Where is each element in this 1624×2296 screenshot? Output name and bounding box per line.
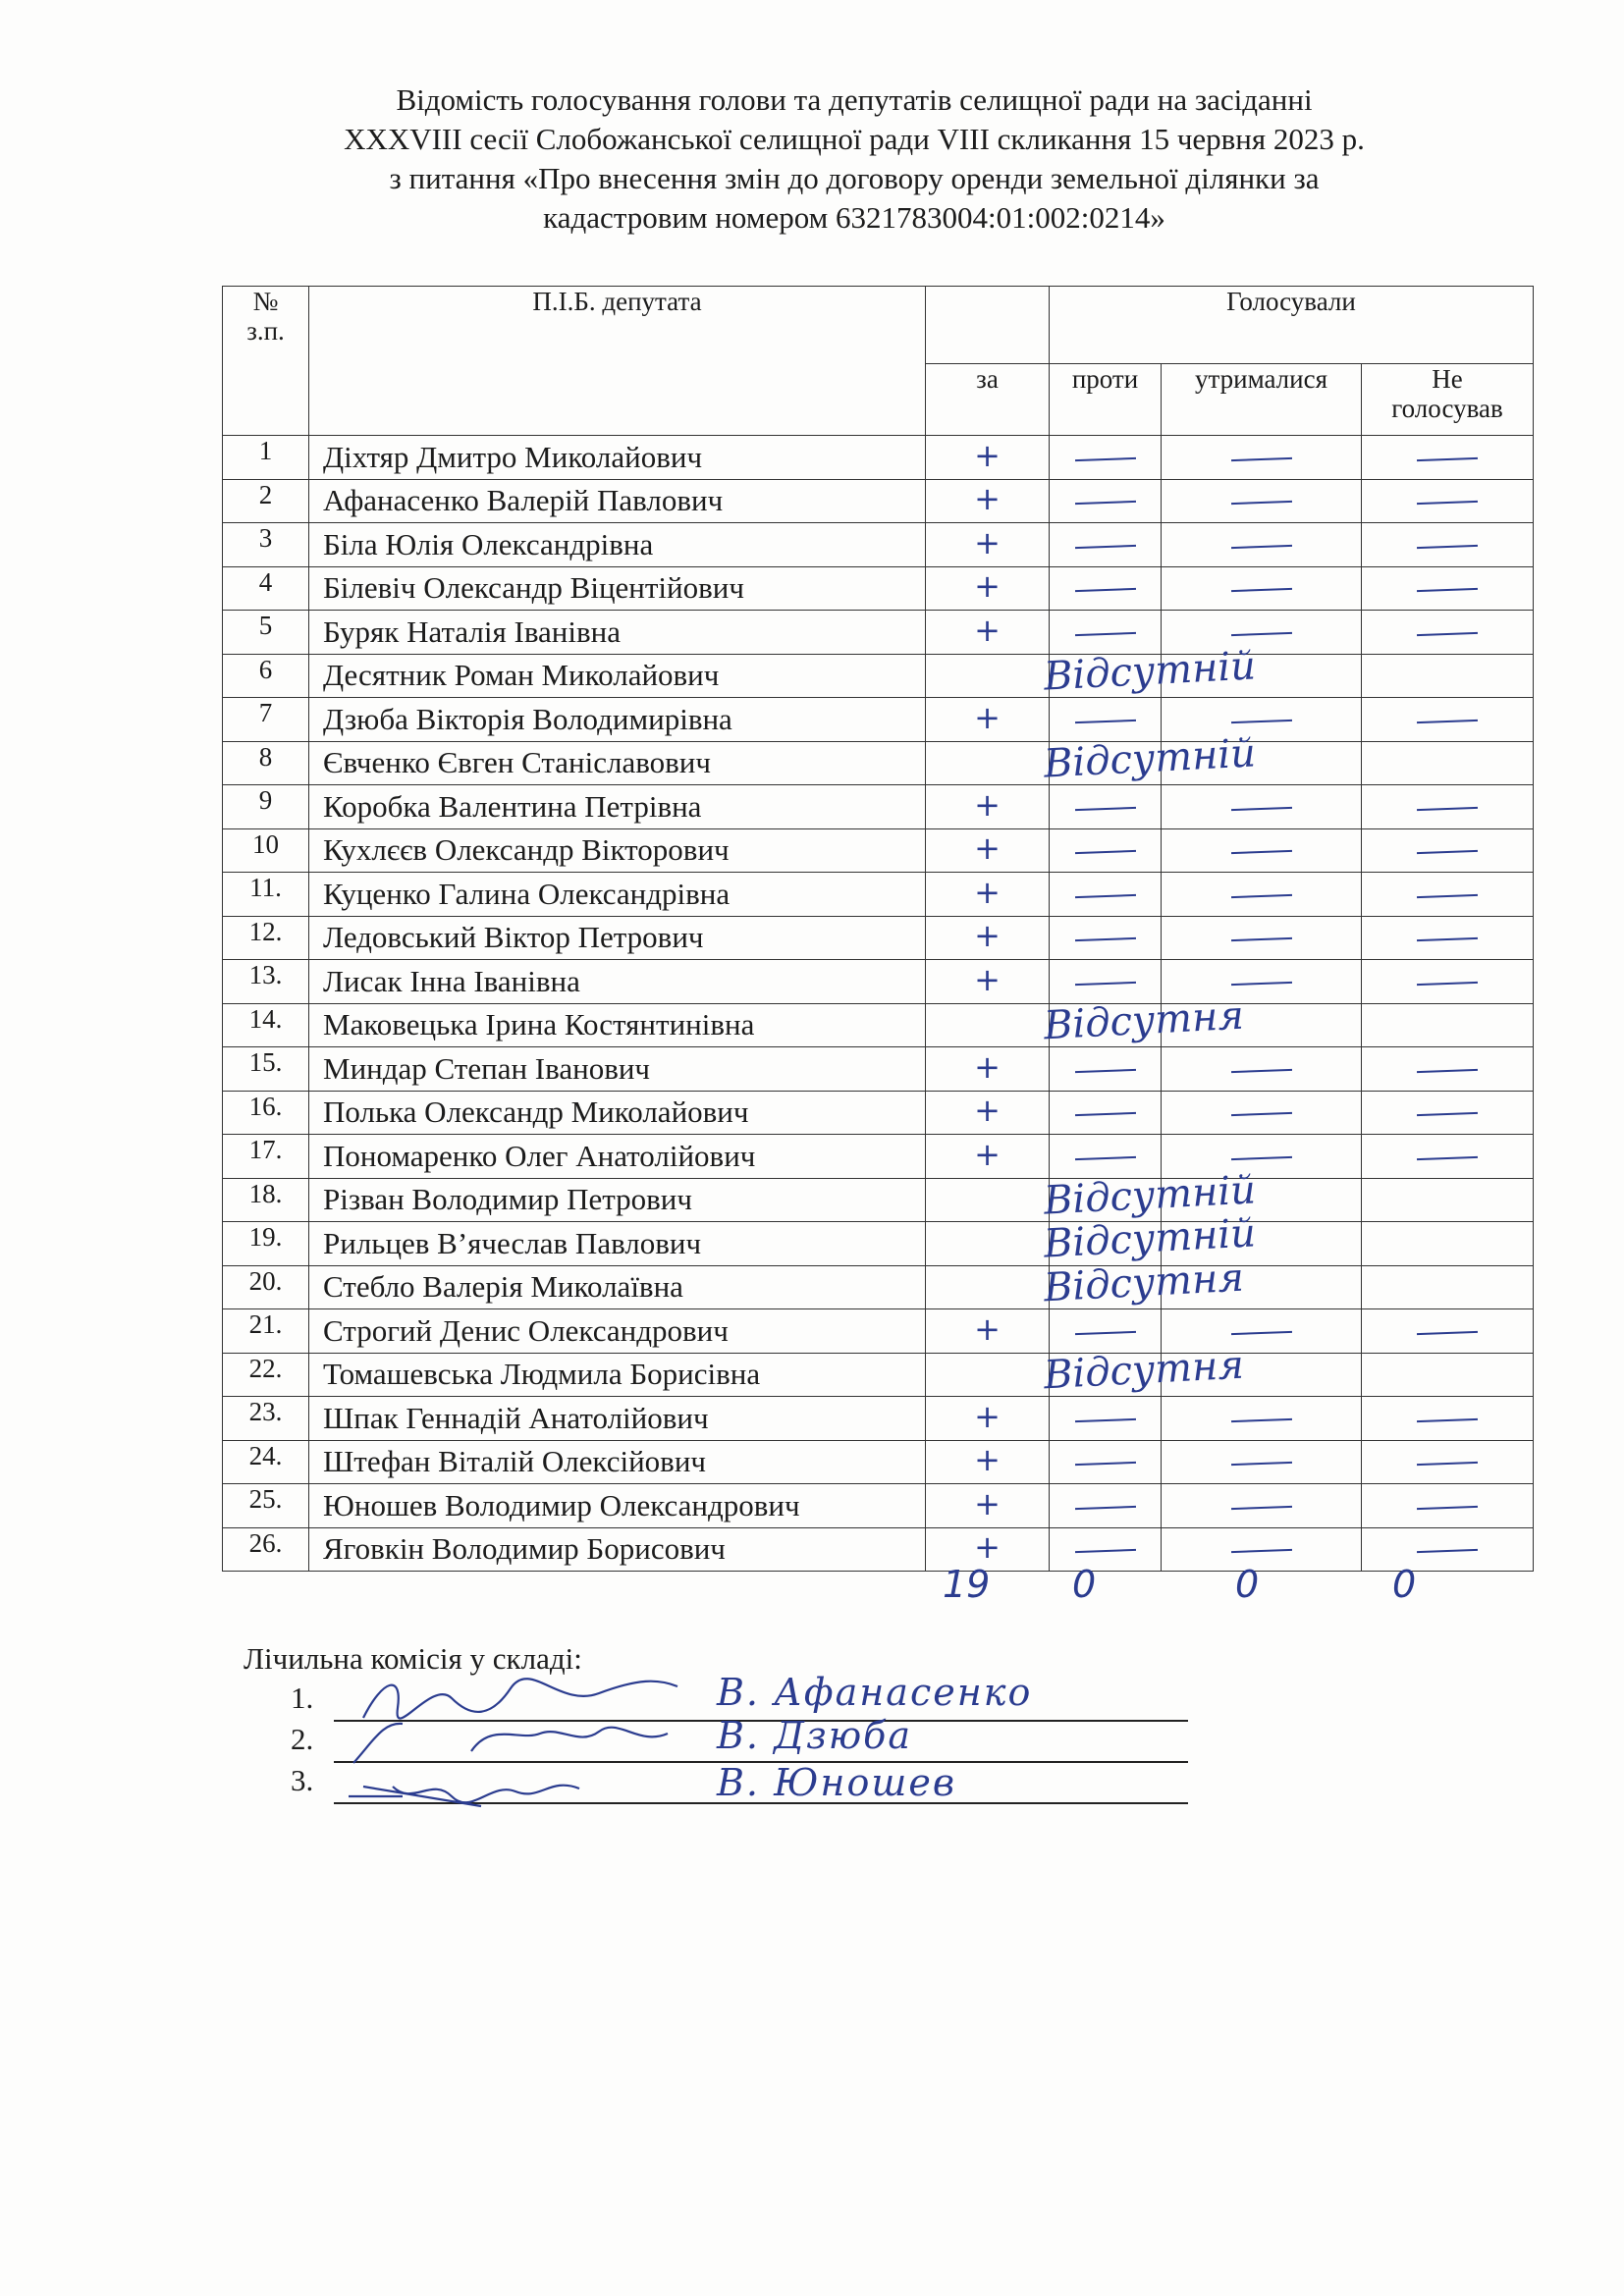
total-for: 19 <box>943 1563 991 1606</box>
deputy-name: Стебло Валерія Миколаївна <box>309 1265 926 1309</box>
table-row <box>223 611 1534 655</box>
row-number: 5 <box>223 611 309 655</box>
vote-abstained-cell <box>1162 828 1362 873</box>
vote-against-cell <box>1050 479 1162 523</box>
table-row <box>223 436 1534 480</box>
plus-mark: + <box>974 1484 1001 1522</box>
plus-mark: + <box>974 523 1001 561</box>
table-row <box>223 1527 1534 1572</box>
header-name: П.І.Б. депутата <box>309 287 926 436</box>
dash-mark <box>1417 1156 1478 1160</box>
deputy-name: Діхтяр Дмитро Миколайович <box>309 436 926 480</box>
table-row <box>223 960 1534 1004</box>
dash-mark <box>1417 457 1478 461</box>
table-row <box>223 1135 1534 1179</box>
vote-not-voted-cell <box>1362 1353 1534 1397</box>
absent-note: Відсутній <box>1042 642 1258 700</box>
deputy-name: Маковецька Ірина Костянтинівна <box>309 1003 926 1047</box>
vote-not-voted-cell <box>1362 1003 1534 1047</box>
vote-not-voted-cell <box>1362 785 1534 829</box>
row-number: 3 <box>223 523 309 567</box>
row-number: 20. <box>223 1265 309 1309</box>
vote-against-cell <box>1050 698 1162 742</box>
vote-abstained-cell <box>1162 1047 1362 1092</box>
dash-mark <box>1230 545 1291 549</box>
plus-mark: + <box>974 567 1001 606</box>
vote-not-voted-cell <box>1362 523 1534 567</box>
dash-mark <box>1230 1156 1291 1160</box>
deputy-name: Біла Юлія Олександрівна <box>309 523 926 567</box>
dash-mark <box>1417 632 1478 636</box>
dash-mark <box>1074 937 1135 941</box>
table-row <box>223 1222 1534 1266</box>
table-row <box>223 698 1534 742</box>
table-row <box>223 1003 1534 1047</box>
row-number: 16. <box>223 1091 309 1135</box>
dash-mark <box>1074 545 1135 549</box>
dash-mark <box>1417 1331 1478 1335</box>
vote-against-cell <box>1050 611 1162 655</box>
dash-mark <box>1230 1069 1291 1073</box>
vote-against-cell <box>1050 1091 1162 1135</box>
dash-mark <box>1417 937 1478 941</box>
deputy-name: Лисак Інна Іванівна <box>309 960 926 1004</box>
table-row <box>223 1397 1534 1441</box>
header-abstained: утрималися <box>1162 364 1362 436</box>
deputy-name: Яговкін Володимир Борисович <box>309 1527 926 1572</box>
table-row <box>223 785 1534 829</box>
vote-abstained-cell <box>1162 873 1362 917</box>
vote-against-cell <box>1050 1309 1162 1354</box>
vote-against-cell <box>1050 1440 1162 1484</box>
dash-mark <box>1074 501 1135 505</box>
member-name: В. Юношев <box>717 1761 956 1804</box>
table-row <box>223 828 1534 873</box>
vote-for-cell <box>926 873 1050 917</box>
vote-for-cell <box>926 785 1050 829</box>
table-row <box>223 1265 1534 1309</box>
vote-abstained-cell <box>1162 1091 1362 1135</box>
deputy-name: Миндар Степан Іванович <box>309 1047 926 1092</box>
document-title <box>216 80 1492 238</box>
vote-not-voted-cell <box>1362 916 1534 960</box>
dash-mark <box>1417 850 1478 854</box>
dash-mark <box>1230 588 1291 592</box>
dash-mark <box>1230 937 1291 941</box>
row-number: 25. <box>223 1484 309 1528</box>
deputy-name: Білевіч Олександр Віцентійович <box>309 566 926 611</box>
deputy-name: Буряк Наталія Іванівна <box>309 611 926 655</box>
dash-mark <box>1074 720 1135 723</box>
vote-for-cell <box>926 1342 1245 1398</box>
vote-against-cell <box>1050 1003 1162 1047</box>
member-number: 2. <box>291 1722 314 1756</box>
plus-mark: + <box>974 829 1001 868</box>
row-number: 17. <box>223 1135 309 1179</box>
header-for: за <box>926 364 1050 436</box>
vote-for-cell <box>926 960 1050 1004</box>
vote-for-cell <box>926 828 1050 873</box>
vote-for-cell <box>926 1091 1050 1135</box>
dash-mark <box>1230 632 1291 636</box>
plus-mark: + <box>974 1441 1001 1479</box>
plus-mark: + <box>974 436 1001 474</box>
absent-note: Відсутня <box>1042 1255 1245 1310</box>
table-row <box>223 1091 1534 1135</box>
row-number: 12. <box>223 916 309 960</box>
vote-abstained-cell <box>1162 1527 1362 1572</box>
dash-mark <box>1417 1462 1478 1466</box>
vote-not-voted-cell <box>1362 1178 1534 1222</box>
deputy-name: Полька Олександр Миколайович <box>309 1091 926 1135</box>
row-number: 23. <box>223 1397 309 1441</box>
total-against: 0 <box>1072 1563 1097 1606</box>
dash-mark <box>1074 1156 1135 1160</box>
dash-mark <box>1074 850 1135 854</box>
member-name: В. Дзюба <box>717 1714 913 1757</box>
plus-mark: + <box>974 873 1001 911</box>
row-number: 19. <box>223 1222 309 1266</box>
table-row <box>223 1178 1534 1222</box>
plus-mark: + <box>974 611 1001 649</box>
dash-mark <box>1074 457 1135 461</box>
table-row <box>223 566 1534 611</box>
vote-against-cell <box>1050 741 1162 785</box>
row-number: 9 <box>223 785 309 829</box>
vote-for-cell <box>926 523 1050 567</box>
dash-mark <box>1417 720 1478 723</box>
vote-against-cell <box>1050 1397 1162 1441</box>
table-row <box>223 873 1534 917</box>
vote-against-cell <box>1050 960 1162 1004</box>
vote-against-cell <box>1050 1353 1162 1397</box>
plus-mark: + <box>974 917 1001 955</box>
dash-mark <box>1074 1331 1135 1335</box>
vote-abstained-cell <box>1162 785 1362 829</box>
absent-note: Відсутній <box>1042 729 1258 787</box>
vote-not-voted-cell <box>1362 1397 1534 1441</box>
table-row <box>223 479 1534 523</box>
vote-against-cell <box>1050 785 1162 829</box>
member-number: 1. <box>291 1681 314 1715</box>
vote-abstained-cell <box>1162 1484 1362 1528</box>
dash-mark <box>1074 894 1135 898</box>
dash-mark <box>1074 807 1135 811</box>
plus-mark: + <box>974 480 1001 518</box>
deputy-name: Шпак Геннадій Анатолійович <box>309 1397 926 1441</box>
plus-mark: + <box>974 1528 1001 1567</box>
header-number: № з.п. <box>223 287 309 436</box>
dash-mark <box>1074 588 1135 592</box>
deputy-name: Томашевська Людмила Борисівна <box>309 1353 926 1397</box>
total-not-voted: 0 <box>1392 1563 1417 1606</box>
vote-not-voted-cell <box>1362 1484 1534 1528</box>
vote-not-voted-cell <box>1362 1135 1534 1179</box>
row-number: 14. <box>223 1003 309 1047</box>
header-not-voted: Не голосував <box>1362 364 1534 436</box>
member-name: В. Афанасенко <box>717 1671 1033 1714</box>
row-number: 7 <box>223 698 309 742</box>
vote-not-voted-cell <box>1362 479 1534 523</box>
header-blank <box>926 287 1050 364</box>
dash-mark <box>1417 807 1478 811</box>
vote-against-cell <box>1050 654 1162 698</box>
vote-not-voted-cell <box>1362 698 1534 742</box>
vote-not-voted-cell <box>1362 873 1534 917</box>
row-number: 10 <box>223 828 309 873</box>
vote-abstained-cell <box>1162 1440 1362 1484</box>
dash-mark <box>1230 1549 1291 1553</box>
vote-against-cell <box>1050 1135 1162 1179</box>
plus-mark: + <box>974 1397 1001 1435</box>
table-row <box>223 654 1534 698</box>
dash-mark <box>1230 850 1291 854</box>
vote-for-cell <box>926 1255 1245 1310</box>
vote-not-voted-cell <box>1362 566 1534 611</box>
plus-mark: + <box>974 1135 1001 1173</box>
dash-mark <box>1074 1462 1135 1466</box>
dash-mark <box>1074 1506 1135 1510</box>
deputy-name: Ледовський Віктор Петрович <box>309 916 926 960</box>
row-number: 8 <box>223 741 309 785</box>
dash-mark <box>1417 545 1478 549</box>
deputy-name: Юношев Володимир Олександрович <box>309 1484 926 1528</box>
total-abstained: 0 <box>1235 1563 1260 1606</box>
table-row <box>223 916 1534 960</box>
vote-for-cell <box>926 642 1258 700</box>
vote-for-cell <box>926 1166 1258 1224</box>
vote-for-cell <box>926 916 1050 960</box>
vote-abstained-cell <box>1162 566 1362 611</box>
vote-against-cell <box>1050 1222 1162 1266</box>
vote-not-voted-cell <box>1362 436 1534 480</box>
row-number: 4 <box>223 566 309 611</box>
dash-mark <box>1230 457 1291 461</box>
vote-against-cell <box>1050 828 1162 873</box>
vote-against-cell <box>1050 873 1162 917</box>
table-row <box>223 1047 1534 1092</box>
vote-for-cell <box>926 479 1050 523</box>
plus-mark: + <box>974 1309 1001 1348</box>
dash-mark <box>1417 1506 1478 1510</box>
vote-not-voted-cell <box>1362 611 1534 655</box>
plus-mark: + <box>974 785 1001 824</box>
row-number: 1 <box>223 436 309 480</box>
vote-for-cell <box>926 992 1245 1048</box>
vote-for-cell <box>926 1440 1050 1484</box>
vote-not-voted-cell <box>1362 1265 1534 1309</box>
dash-mark <box>1230 1112 1291 1116</box>
deputy-name: Пономаренко Олег Анатолійович <box>309 1135 926 1179</box>
row-number: 2 <box>223 479 309 523</box>
vote-not-voted-cell <box>1362 654 1534 698</box>
deputy-name: Куценко Галина Олександрівна <box>309 873 926 917</box>
vote-against-cell <box>1050 1178 1162 1222</box>
vote-for-cell <box>926 566 1050 611</box>
vote-for-cell <box>926 729 1258 787</box>
vote-against-cell <box>1050 916 1162 960</box>
vote-for-cell <box>926 1309 1050 1354</box>
vote-against-cell <box>1050 566 1162 611</box>
deputy-name: Кухлєєв Олександр Вікторович <box>309 828 926 873</box>
dash-mark <box>1230 501 1291 505</box>
title-line-2: XXXVIII сесії Слобожанської селищної ради VIII скликання 15 червня 2023 р. <box>344 122 1365 156</box>
dash-mark <box>1230 1331 1291 1335</box>
dash-mark <box>1417 1069 1478 1073</box>
dash-mark <box>1417 1549 1478 1553</box>
vote-against-cell <box>1050 1484 1162 1528</box>
dash-mark <box>1417 1418 1478 1422</box>
deputy-name: Штефан Віталій Олексійович <box>309 1440 926 1484</box>
dash-mark <box>1230 894 1291 898</box>
vote-abstained-cell <box>1162 1397 1362 1441</box>
vote-not-voted-cell <box>1362 960 1534 1004</box>
signature-scribble <box>344 1757 697 1814</box>
vote-for-cell <box>926 1484 1050 1528</box>
row-number: 6 <box>223 654 309 698</box>
vote-not-voted-cell <box>1362 828 1534 873</box>
vote-for-cell <box>926 698 1050 742</box>
plus-mark: + <box>974 1092 1001 1130</box>
dash-mark <box>1417 982 1478 986</box>
table-row <box>223 1353 1534 1397</box>
table-row <box>223 523 1534 567</box>
dash-mark <box>1074 1112 1135 1116</box>
vote-not-voted-cell <box>1362 1527 1534 1572</box>
dash-mark <box>1230 1462 1291 1466</box>
table-row <box>223 1484 1534 1528</box>
row-number: 11. <box>223 873 309 917</box>
dash-mark <box>1417 501 1478 505</box>
absent-note: Відсутній <box>1042 1210 1258 1267</box>
row-number: 21. <box>223 1309 309 1354</box>
vote-not-voted-cell <box>1362 1440 1534 1484</box>
vote-for-cell <box>926 1047 1050 1092</box>
vote-against-cell <box>1050 1527 1162 1572</box>
deputy-name: Дзюба Вікторія Володимирівна <box>309 698 926 742</box>
plus-mark: + <box>974 698 1001 736</box>
vote-not-voted-cell <box>1362 1091 1534 1135</box>
dash-mark <box>1230 720 1291 723</box>
header-against: проти <box>1050 364 1162 436</box>
vote-for-cell <box>926 1397 1050 1441</box>
vote-against-cell <box>1050 1047 1162 1092</box>
vote-not-voted-cell <box>1362 1309 1534 1354</box>
member-number: 3. <box>291 1763 314 1797</box>
table-body <box>223 436 1534 1572</box>
deputy-name: Різван Володимир Петрович <box>309 1178 926 1222</box>
deputy-name: Рильцев В’ячеслав Павлович <box>309 1222 926 1266</box>
vote-abstained-cell <box>1162 436 1362 480</box>
row-number: 26. <box>223 1527 309 1572</box>
title-line-1: Відомість голосування голови та депутатів селищної ради на засіданні <box>396 82 1313 117</box>
vote-against-cell <box>1050 436 1162 480</box>
dash-mark <box>1074 1069 1135 1073</box>
absent-note: Відсутній <box>1042 1166 1258 1224</box>
header-voted: Голосували <box>1050 287 1534 364</box>
vote-not-voted-cell <box>1362 1222 1534 1266</box>
row-number: 13. <box>223 960 309 1004</box>
vote-abstained-cell <box>1162 523 1362 567</box>
row-number: 22. <box>223 1353 309 1397</box>
dash-mark <box>1074 632 1135 636</box>
dash-mark <box>1074 982 1135 986</box>
vote-for-cell <box>926 1135 1050 1179</box>
absent-note: Відсутня <box>1042 1342 1245 1398</box>
row-number: 24. <box>223 1440 309 1484</box>
plus-mark: + <box>974 1047 1001 1086</box>
deputy-name: Афанасенко Валерій Павлович <box>309 479 926 523</box>
dash-mark <box>1230 982 1291 986</box>
title-line-4: кадастровим номером 6321783004:01:002:0214» <box>543 200 1165 235</box>
table-row <box>223 741 1534 785</box>
vote-against-cell <box>1050 1265 1162 1309</box>
commission-label: Лічильна комісія у складі: <box>244 1641 582 1676</box>
row-number: 18. <box>223 1178 309 1222</box>
dash-mark <box>1230 1506 1291 1510</box>
deputy-name: Строгий Денис Олександрович <box>309 1309 926 1354</box>
voting-table <box>222 286 1534 1572</box>
title-line-3: з питання «Про внесення змін до договору оренди земельної ділянки за <box>389 161 1320 195</box>
deputy-name: Десятник Роман Миколайович <box>309 654 926 698</box>
dash-mark <box>1074 1549 1135 1553</box>
vote-not-voted-cell <box>1362 1047 1534 1092</box>
table-row <box>223 1440 1534 1484</box>
dash-mark <box>1074 1418 1135 1422</box>
vote-for-cell <box>926 1210 1258 1267</box>
dash-mark <box>1417 1112 1478 1116</box>
deputy-name: Євченко Євген Станіславович <box>309 741 926 785</box>
vote-abstained-cell <box>1162 916 1362 960</box>
vote-for-cell <box>926 436 1050 480</box>
vote-not-voted-cell <box>1362 741 1534 785</box>
dash-mark <box>1417 588 1478 592</box>
table-row <box>223 1309 1534 1354</box>
row-number: 15. <box>223 1047 309 1092</box>
vote-for-cell <box>926 611 1050 655</box>
vote-against-cell <box>1050 523 1162 567</box>
dash-mark <box>1230 1418 1291 1422</box>
dash-mark <box>1417 894 1478 898</box>
deputy-name: Коробка Валентина Петрівна <box>309 785 926 829</box>
vote-abstained-cell <box>1162 479 1362 523</box>
plus-mark: + <box>974 960 1001 998</box>
dash-mark <box>1230 807 1291 811</box>
absent-note: Відсутня <box>1042 992 1245 1048</box>
